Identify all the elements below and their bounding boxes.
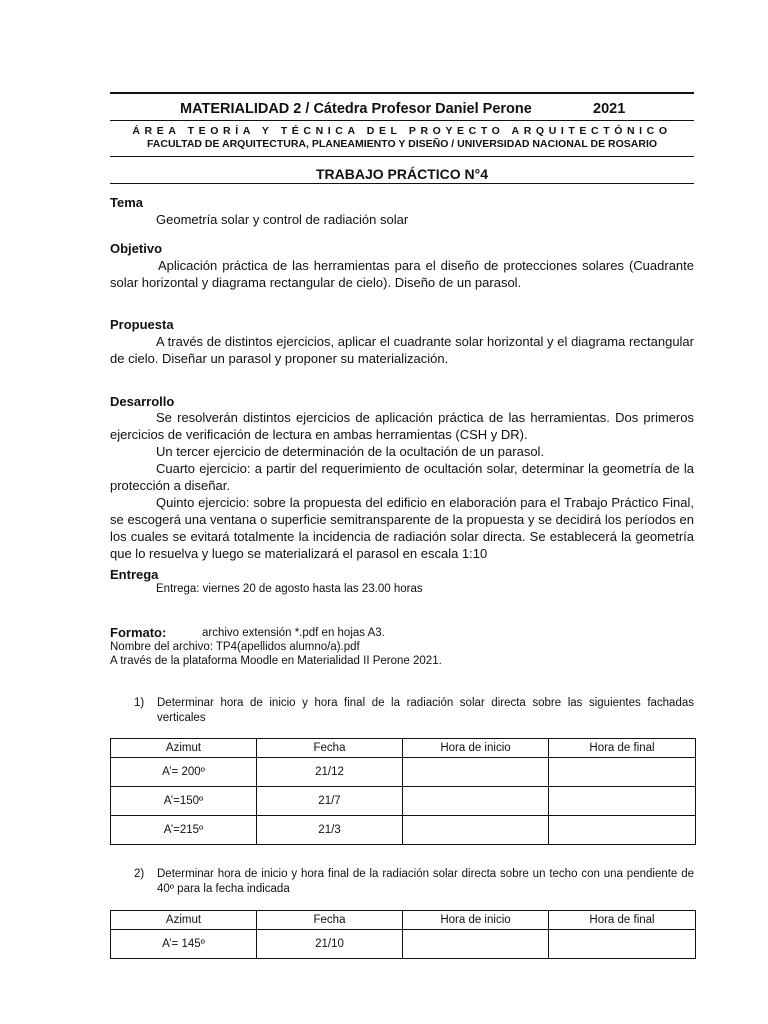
desarrollo-text (110, 409, 694, 562)
cell-hora-final[interactable] (549, 787, 696, 816)
cell-hora-inicio[interactable] (403, 930, 549, 959)
cell-hora-final[interactable] (549, 758, 696, 787)
exercise-2-text: Determinar hora de inicio y hora final de la radiación solar directa sobre un techo con una pendiente de 40º para la fecha indicada (157, 868, 694, 895)
propuesta-heading: Propuesta (110, 317, 174, 332)
course-year: 2021 (593, 101, 626, 117)
cell-hora-inicio[interactable] (403, 787, 549, 816)
objetivo-text (110, 257, 694, 291)
formato-line (110, 625, 385, 640)
table-row (111, 758, 696, 787)
entrega-text (110, 582, 694, 597)
table-row (111, 787, 696, 816)
cell-azimut: A’=215º (111, 816, 257, 845)
desarrollo-paragraph-3 (110, 460, 694, 494)
formato-line-3: A través de la plataforma Moodle en Materialidad II Perone 2021. (110, 655, 442, 667)
cell-hora-final[interactable] (549, 930, 696, 959)
title-rule (110, 183, 694, 184)
tema-text (110, 211, 694, 228)
header-azimut: Azimut (111, 911, 257, 930)
top-rule (110, 92, 694, 94)
tema-text-content: Geometría solar y control de radiación solar (156, 212, 409, 227)
entrega-text-content: Entrega: viernes 20 de agosto hasta las 23.00 horas (156, 583, 423, 595)
desarrollo-paragraph-1 (110, 409, 694, 443)
desarrollo-p1-content: Se resolverán distintos ejercicios de aplicación práctica de las herramientas. Dos primeros ejercicios de verificación de lectura en ambas herramientas (CSH y DR). (110, 410, 694, 442)
objetivo-heading: Objetivo (110, 241, 163, 256)
desarrollo-p4-content: Quinto ejercicio: sobre la propuesta del edificio en elaboración para el Trabajo Práctico Final, se escogerá una ventana o superficie semitransparente de la propuesta y se decidirá los períodos en los cuales se evitará totalmente la incidencia de radiación solar directa. Se establecerá la geometría que lo resuelva y luego se materializará el parasol en escala 1:10 (110, 495, 694, 561)
table-header-row (111, 739, 696, 758)
desarrollo-paragraph-2 (110, 443, 694, 460)
cell-azimut: A’= 145º (111, 930, 257, 959)
header-fecha: Fecha (257, 739, 403, 758)
desarrollo-p2-content: Un tercer ejercicio de determinación de la ocultación de un parasol. (156, 444, 545, 459)
cell-fecha: 21/10 (257, 930, 403, 959)
exercise-1-number: 1) (134, 697, 145, 709)
table-row (111, 816, 696, 845)
propuesta-text-content: A través de distintos ejercicios, aplicar el cuadrante solar horizontal y el diagrama rectangular de cielo. Diseñar un parasol y proponer su materialización. (110, 334, 694, 366)
header-azimut: Azimut (111, 739, 257, 758)
cell-hora-inicio[interactable] (403, 758, 549, 787)
exercise-2-number: 2) (134, 868, 145, 880)
exercise-2-table (110, 910, 696, 959)
propuesta-text (110, 333, 694, 367)
table-header-row (111, 911, 696, 930)
desarrollo-p3-content: Cuarto ejercicio: a partir del requerimiento de ocultación solar, determinar la geometría de la protección a diseñar. (110, 461, 694, 493)
cell-azimut: A’= 200º (111, 758, 257, 787)
header-hora-inicio: Hora de inicio (403, 911, 549, 930)
page-title: TRABAJO PRÁCTICO N°4 (315, 166, 489, 182)
entrega-heading: Entrega (110, 567, 159, 582)
header-rule (110, 120, 694, 121)
exercise-1-text: Determinar hora de inicio y hora final de la radiación solar directa sobre las siguientes fachadas verticales (157, 697, 694, 724)
header-hora-final: Hora de final (549, 911, 696, 930)
cell-hora-inicio[interactable] (403, 816, 549, 845)
header-fecha: Fecha (257, 911, 403, 930)
cell-fecha: 21/12 (257, 758, 403, 787)
formato-line-1: archivo extensión *.pdf en hojas A3. (202, 627, 385, 639)
header-hora-inicio: Hora de inicio (403, 739, 549, 758)
course-title: MATERIALIDAD 2 / Cátedra Profesor Daniel Perone (180, 101, 532, 117)
cell-azimut: A’=150º (111, 787, 257, 816)
area-subtitle: ÁREA TEORÍA Y TÉCNICA DEL PROYECTO ARQUITECTÓNICO (132, 125, 672, 137)
formato-heading: Formato: (110, 625, 167, 640)
exercise-1-instruction (134, 696, 694, 728)
formato-line-2: Nombre del archivo: TP4(apellidos alumno/a).pdf (110, 641, 360, 653)
header-hora-final: Hora de final (549, 739, 696, 758)
cell-fecha: 21/3 (257, 816, 403, 845)
faculty-subtitle: FACULTAD DE ARQUITECTURA, PLANEAMIENTO Y DISEÑO / UNIVERSIDAD NACIONAL DE ROSARIO (146, 138, 658, 150)
faculty-rule (110, 156, 694, 157)
cell-fecha: 21/7 (257, 787, 403, 816)
desarrollo-heading: Desarrollo (110, 394, 175, 409)
exercise-2-instruction (134, 867, 694, 899)
objetivo-text-content: Aplicación práctica de las herramientas para el diseño de protecciones solares (Cuadrante solar horizontal y diagrama rectangular de cielo). Diseño de un parasol. (110, 258, 694, 290)
exercise-1-table (110, 738, 696, 845)
desarrollo-paragraph-4 (110, 494, 694, 562)
cell-hora-final[interactable] (549, 816, 696, 845)
tema-heading: Tema (110, 195, 143, 210)
table-row (111, 930, 696, 959)
